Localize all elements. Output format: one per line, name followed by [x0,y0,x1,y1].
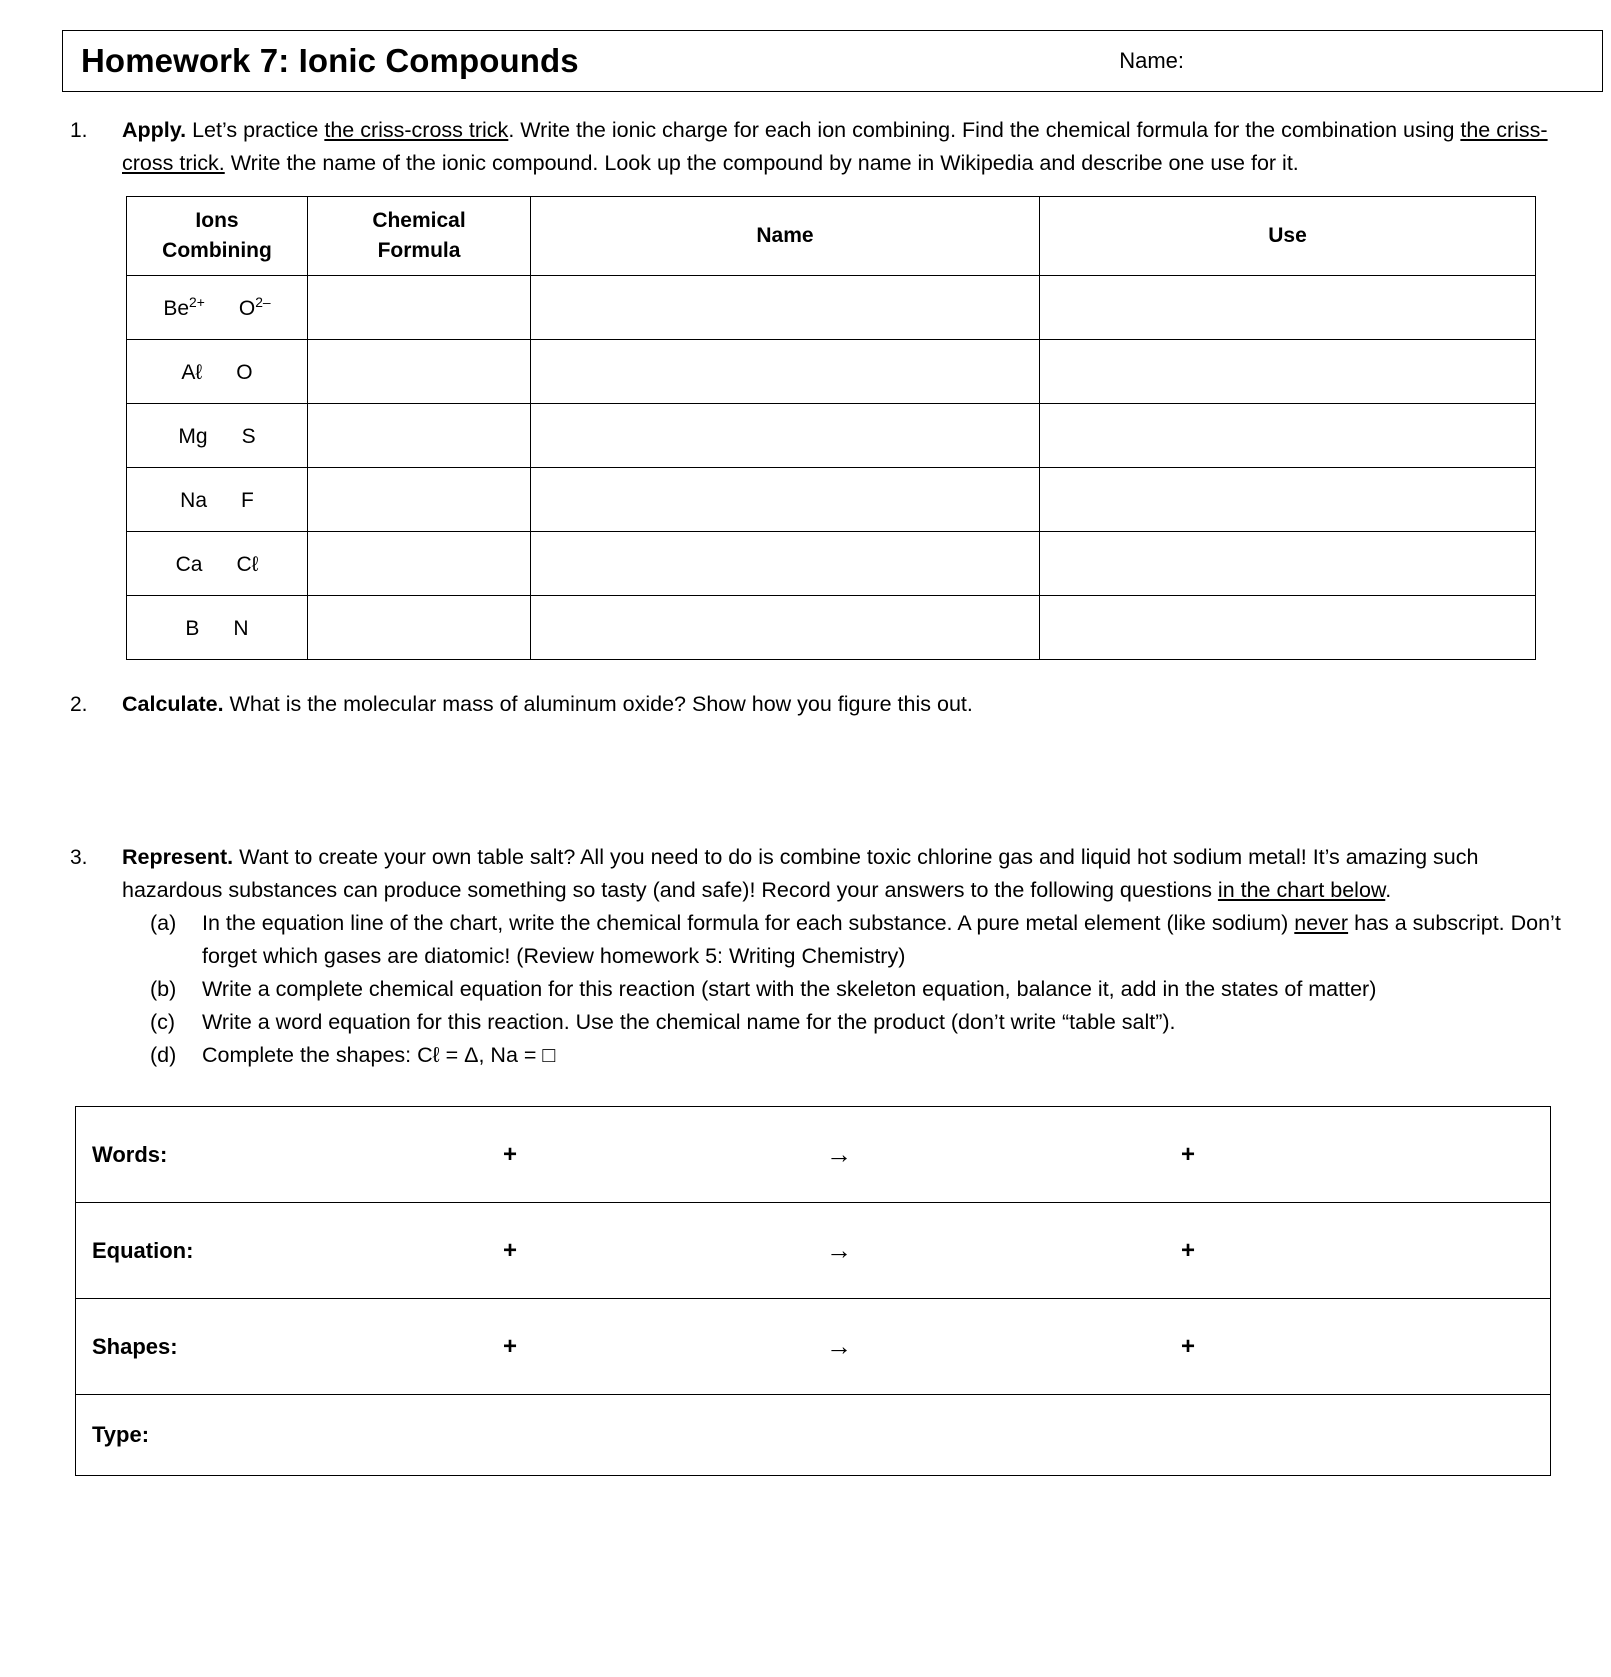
ions-combining-table [126,196,1536,660]
question-1-text [122,114,1571,180]
ion-a-symbol: B [185,617,200,640]
ion-a-symbol: Ca [175,553,203,576]
question-3-part2: . [1385,878,1392,902]
ions-cell [127,276,308,340]
question-2-part1: What is the molecular mass of aluminum oxide? Show how you figure this out. [223,692,973,716]
chart-row-equation-label: Equation: [92,1237,194,1263]
question-3-label: Represent. [122,845,234,869]
worksheet-page [0,30,1611,1476]
chart-row-words[interactable] [76,1107,1550,1203]
table-row [127,404,1536,468]
page-title: Homework 7: Ionic Compounds [81,42,579,79]
question-1-part3: Write the name of the ionic compound. Look up the compound by name in Wikipedia and describe one use for it. [224,151,1299,175]
question-3-number: 3. [70,846,88,869]
plus-sign-icon: + [1181,1140,1196,1168]
chart-row-shapes[interactable] [76,1299,1550,1395]
ion-b [236,358,252,385]
formula-cell[interactable] [308,340,531,404]
ion-b-symbol: S [241,425,256,448]
question-2-number: 2. [70,693,88,716]
sublist-item-c [122,1006,1571,1039]
chart-row-shapes-label: Shapes: [92,1333,178,1359]
plus-sign-icon: + [503,1236,518,1264]
ion-a-symbol: Na [180,489,208,512]
ion-a-charge: 2+ [189,294,205,310]
chart-row-equation[interactable] [76,1203,1550,1299]
question-1-label: Apply. [122,118,187,142]
sublist-text-d: Complete the shapes: Cℓ = Δ, Na = □ [202,1043,556,1067]
name-cell[interactable] [531,532,1040,596]
chart-row-type[interactable] [76,1395,1550,1475]
ions-cell [127,596,308,660]
ion-b [241,486,254,513]
use-cell[interactable] [1040,276,1536,340]
ion-b-symbol: N [233,617,249,640]
ion-a [163,294,205,321]
ion-a [185,614,199,641]
sublist-marker-b: (b) [150,977,177,1001]
sublist-text-b: Write a complete chemical equation for this reaction (start with the skeleton equation, balance it, add in the states of matter) [202,977,1377,1001]
sublist-item-a [122,907,1571,973]
ion-b [239,294,271,321]
column-header-ions [127,197,308,276]
column-header-use: Use [1040,197,1536,276]
question-1 [0,114,1611,180]
question-3-sublist [122,907,1571,1072]
use-cell[interactable] [1040,404,1536,468]
sublist-item-d [122,1039,1571,1072]
name-cell[interactable] [531,340,1040,404]
formula-cell[interactable] [308,532,531,596]
use-cell[interactable] [1040,340,1536,404]
question-1-underline1: the criss-cross trick [324,118,509,142]
ion-b [242,422,256,449]
ion-b-symbol: Cℓ [236,553,259,576]
question-3-underline1: in the chart below [1217,878,1386,902]
plus-sign-icon: + [1181,1332,1196,1360]
column-header-name: Name [531,197,1040,276]
use-cell[interactable] [1040,596,1536,660]
table-row [127,596,1536,660]
formula-cell[interactable] [308,596,531,660]
worksheet-header [62,30,1603,92]
sublist-item-b [122,973,1571,1006]
question-1-part1: Let’s practice [186,118,325,142]
column-header-ions-line1: Ions [195,209,239,232]
chart-row-type-label: Type: [92,1422,150,1447]
name-field-label: Name: [1119,48,1184,73]
question-1-underline2: the criss-cross trick. [122,118,1548,175]
table-row [127,276,1536,340]
sublist-text-a-underline: never [1294,911,1349,935]
ions-cell [127,532,308,596]
column-header-formula-line2: Formula [377,239,461,262]
ion-a-symbol: Be [163,297,190,320]
plus-sign-icon: + [503,1332,518,1360]
sublist-text-c: Write a word equation for this reaction. Use the chemical name for the product (don’t write “table salt”). [202,1010,1176,1034]
use-cell[interactable] [1040,468,1536,532]
ion-b-symbol: F [241,489,254,512]
column-header-ions-line2: Combining [162,239,272,262]
ions-cell [127,340,308,404]
ion-a-symbol: Aℓ [181,361,203,384]
table-row [127,532,1536,596]
ions-cell [127,468,308,532]
column-header-formula [308,197,531,276]
name-cell[interactable] [531,596,1040,660]
question-2 [0,688,1611,721]
table-row [127,340,1536,404]
chart-row-words-label: Words: [92,1141,168,1167]
name-cell[interactable] [531,468,1040,532]
column-header-formula-line1: Chemical [372,209,466,232]
name-cell[interactable] [531,276,1040,340]
question-2-label: Calculate. [122,692,224,716]
sublist-marker-d: (d) [150,1043,177,1067]
question-2-answer-space[interactable] [0,721,1611,841]
reaction-arrow-icon: → [826,1331,852,1361]
name-cell[interactable] [531,404,1040,468]
question-3 [0,841,1611,1072]
ion-a [178,422,207,449]
question-1-part2: . Write the ionic charge for each ion combining. Find the chemical formula for the combination using [508,118,1461,142]
ion-a [180,486,207,513]
sublist-text-a [202,907,1571,973]
question-1-number: 1. [70,119,88,142]
sublist-marker-a: (a) [150,911,177,935]
sublist-text-a-part2: has a subscript. Don’t forget which gases are diatomic! (Review homework 5: Writing Chemistry) [202,911,1561,968]
formula-cell[interactable] [308,468,531,532]
reaction-chart [75,1106,1551,1476]
plus-sign-icon: + [503,1140,518,1168]
table-row [127,468,1536,532]
ion-b-charge: 2– [255,294,271,310]
formula-cell[interactable] [308,276,531,340]
reaction-arrow-icon: → [826,1139,852,1169]
formula-cell[interactable] [308,404,531,468]
ion-a [176,550,203,577]
use-cell[interactable] [1040,532,1536,596]
ion-a-symbol: Mg [178,425,208,448]
sublist-text-a-part1: In the equation line of the chart, write the chemical formula for each substance. A pure metal element (like sodium) [202,911,1295,935]
plus-sign-icon: + [1181,1236,1196,1264]
ions-cell [127,404,308,468]
sublist-marker-c: (c) [150,1010,176,1034]
question-2-text [122,688,1571,721]
table-header-row [127,197,1536,276]
reaction-arrow-icon: → [826,1235,852,1265]
ion-a [181,358,202,385]
ion-b [233,614,248,641]
ion-b-symbol: O [236,361,253,384]
ion-b [236,550,258,577]
question-3-part1: Want to create your own table salt? All you need to do is combine toxic chlorine gas and liquid hot sodium metal! It’s amazing such hazardous substances can produce something so tasty (and safe)! Record your answers to the following questions [122,845,1479,902]
question-3-text [122,841,1571,1072]
ion-b-symbol: O [238,297,256,320]
